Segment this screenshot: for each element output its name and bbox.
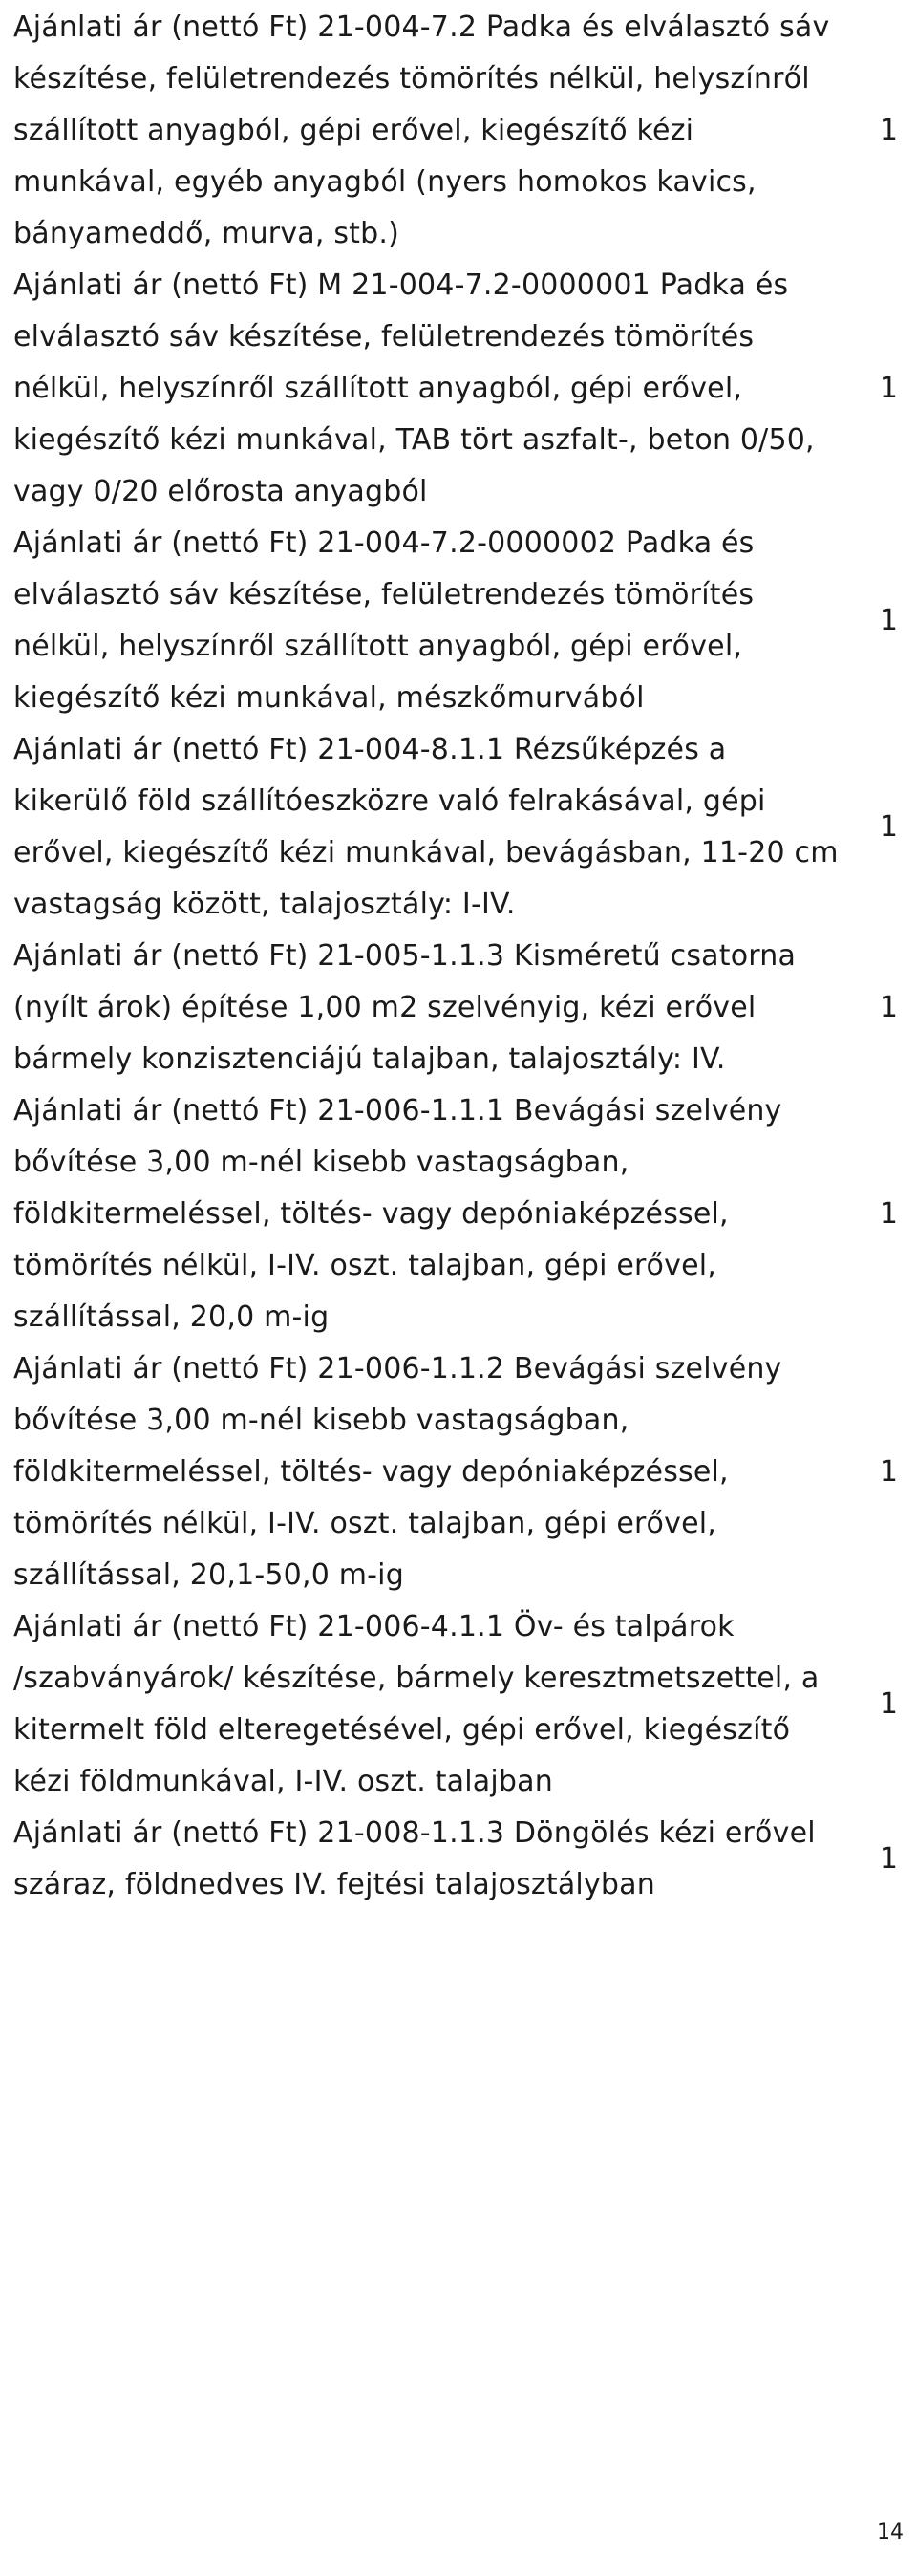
item-list <box>13 2 898 1911</box>
item-quantity: 1 <box>879 604 898 637</box>
item-description: Ajánlati ár (nettó Ft) 21-008-1.1.3 Döngölés kézi erővel száraz, földnedves IV. fejtési talajosztályban <box>13 1816 816 1901</box>
item-description: Ajánlati ár (nettó Ft) 21-004-7.2 Padka és elválasztó sáv készítése, felületrendezés tömörítés nélkül, helyszínről szállított anyagból, gépi erővel, kiegészítő kézi munkával, egyéb anyagból (nyers homokos kavics, bányameddő, murva, stb.) <box>13 11 830 250</box>
list-item <box>13 260 898 518</box>
item-quantity: 1 <box>879 1687 898 1721</box>
list-item <box>13 2 898 260</box>
item-quantity: 1 <box>879 1197 898 1231</box>
list-item <box>13 1085 898 1343</box>
item-quantity: 1 <box>879 1455 898 1489</box>
item-quantity: 1 <box>879 810 898 844</box>
list-item <box>13 1601 898 1808</box>
list-item <box>13 1808 898 1911</box>
item-quantity: 1 <box>879 372 898 405</box>
list-item <box>13 724 898 931</box>
item-quantity: 1 <box>879 991 898 1024</box>
list-item <box>13 518 898 724</box>
item-quantity: 1 <box>879 114 898 147</box>
item-description: Ajánlati ár (nettó Ft) M 21-004-7.2-0000001 Padka és elválasztó sáv készítése, felületrendezés tömörítés nélkül, helyszínről szállított anyagból, gépi erővel, kiegészítő kézi munkával, TAB tört aszfalt-, beton 0/50, vagy 0/20 előrosta anyagból <box>13 268 815 508</box>
page-number: 14 <box>877 2521 904 2544</box>
item-description: Ajánlati ár (nettó Ft) 21-005-1.1.3 Kisméretű csatorna (nyílt árok) építése 1,00 m2 szelvényig, kézi erővel bármely konzisztenciájú talajban, talajosztály: IV. <box>13 939 797 1076</box>
item-quantity: 1 <box>879 1842 898 1876</box>
list-item <box>13 931 898 1085</box>
item-description: Ajánlati ár (nettó Ft) 21-006-4.1.1 Öv- és talpárok /szabványárok/ készítése, bármely keresztmetszettel, a kitermelt föld elteregetésével, gépi erővel, kiegészítő kézi földmunkával, I-IV. oszt. talajban <box>13 1610 820 1798</box>
item-description: Ajánlati ár (nettó Ft) 21-006-1.1.2 Bevágási szelvény bővítése 3,00 m-nél kisebb vastagságban, földkitermeléssel, töltés- vagy depóniaképzéssel, tömörítés nélkül, I-IV. oszt. talajban, gépi erővel, szállítással, 20,1-50,0 m-ig <box>13 1352 782 1592</box>
item-description: Ajánlati ár (nettó Ft) 21-004-8.1.1 Rézsűképzés a kikerülő föld szállítóeszközre való felrakásával, gépi erővel, kiegészítő kézi munkával, bevágásban, 11-20 cm vastagság között, talajosztály: I-IV. <box>13 733 839 921</box>
item-description: Ajánlati ár (nettó Ft) 21-004-7.2-0000002 Padka és elválasztó sáv készítése, felületrendezés tömörítés nélkül, helyszínről szállított anyagból, gépi erővel, kiegészítő kézi munkával, mészkőmurvából <box>13 526 755 715</box>
item-description: Ajánlati ár (nettó Ft) 21-006-1.1.1 Bevágási szelvény bővítése 3,00 m-nél kisebb vastagságban, földkitermeléssel, töltés- vagy depóniaképzéssel, tömörítés nélkül, I-IV. oszt. talajban, gépi erővel, szállítással, 20,0 m-ig <box>13 1094 782 1334</box>
list-item <box>13 1343 898 1601</box>
